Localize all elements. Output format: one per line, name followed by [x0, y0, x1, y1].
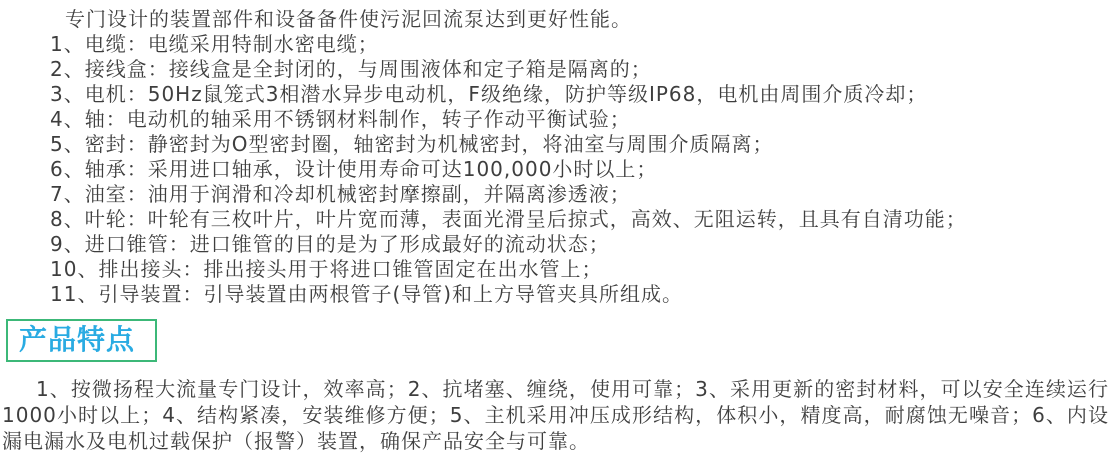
intro-paragraph: 专门设计的装置部件和设备备件使污泥回流泵达到更好性能。	[65, 7, 632, 31]
section-header-title: 产品特点	[19, 323, 136, 356]
component-list	[50, 32, 1111, 307]
section-header-box	[6, 319, 157, 362]
list-item-cable: 1、电缆：电缆采用特制水密电缆；	[50, 32, 379, 56]
list-item-impeller: 8、叶轮：叶轮有三枚叶片，叶片宽而薄，表面光滑呈后掠式，高效、无阻运转，且具有自清功能；	[50, 207, 967, 231]
list-item-motor: 3、电机：50Hz鼠笼式3相潜水异步电动机，F级绝缘，防护等级IP68，电机由周围介质冷却；	[50, 82, 928, 106]
list-item-inlet-cone: 9、进口锥管：进口锥管的目的是为了形成最好的流动状态；	[50, 232, 610, 256]
list-item-guide-device: 11、引导装置：引导装置由两根管子(导管)和上方导管夹具所组成。	[50, 282, 684, 306]
list-item-junction-box: 2、接线盒：接线盒是全封闭的，与周围液体和定子箱是隔离的；	[50, 57, 652, 81]
list-item-bearing: 6、轴承：采用进口轴承，设计使用寿命可达100,000小时以上；	[50, 157, 658, 181]
list-item-seal: 5、密封：静密封为O型密封圈，轴密封为机械密封，将油室与周围介质隔离；	[50, 132, 774, 156]
features-paragraph: 1、按微扬程大流量专门设计，效率高；2、抗堵塞、缠绕，使用可靠；3、采用更新的密封材料，可以安全连续运行1000小时以上；4、结构紧凑，安装维修方便；5、主机采用冲压成形结构，体积小，精度高，耐腐蚀无噪音；6、内设漏电漏水及电机过载保护（报警）装置，确保产品安全与可靠。	[2, 377, 1109, 453]
list-item-oil-chamber: 7、油室：油用于润滑和冷却机械密封摩擦副，并隔离渗透液；	[50, 182, 631, 206]
list-item-shaft: 4、轴：电动机的轴采用不锈钢材料制作，转子作动平衡试验；	[50, 107, 631, 131]
list-item-discharge-joint: 10、排出接头：排出接头用于将进口锥管固定在出水管上；	[50, 257, 603, 281]
